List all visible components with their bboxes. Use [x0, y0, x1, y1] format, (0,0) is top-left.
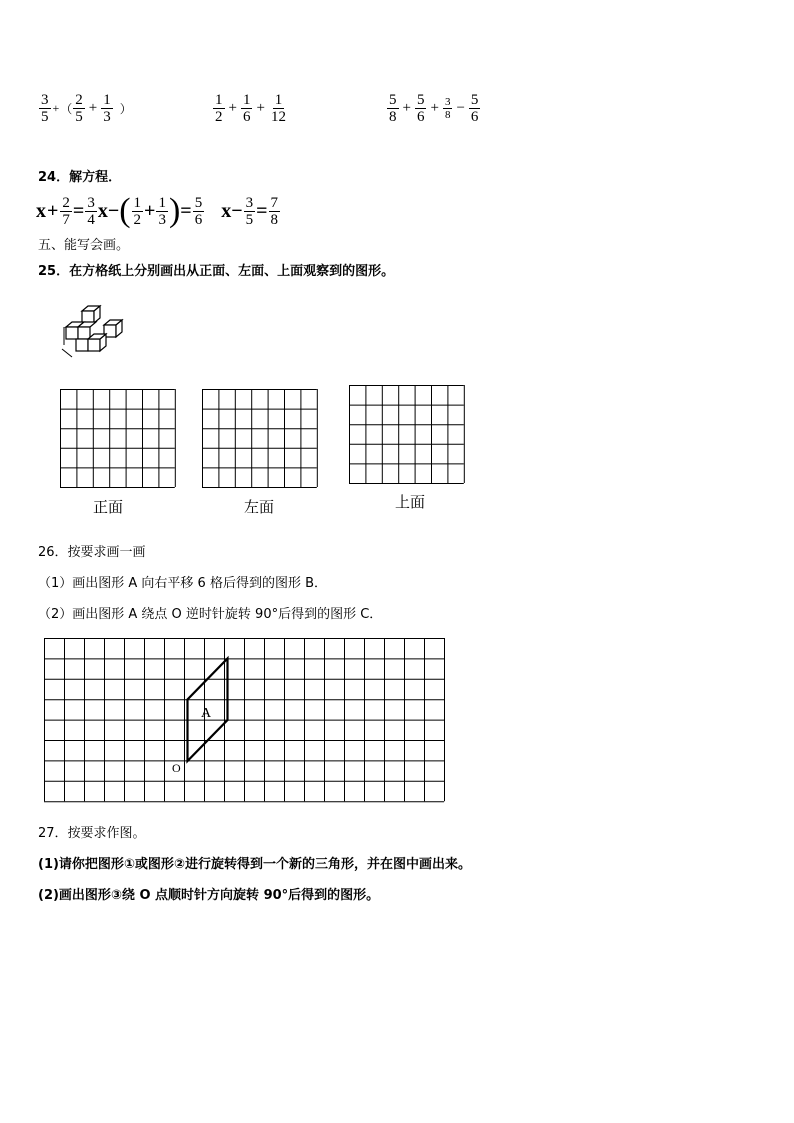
q27-title: 27．按要求作图。 [38, 826, 146, 841]
label-a: A [201, 706, 212, 721]
q25-title: 25．在方格纸上分别画出从正面、左面、上面观察到的图形。 [38, 264, 395, 279]
top-view-label: 上面 [395, 493, 426, 511]
q23-expression-3: $\frac{5}{8}$ + $\frac{5}{6}$ + $\frac{3}{8}$ − $\frac{5}{6}$ [389, 91, 479, 125]
section-5-heading: 五、能写会画。 [38, 238, 130, 253]
fraction: $\frac{7}{8}$ [270, 194, 278, 228]
q26-item-2: （2）画出图形 A 绕点 O 逆时针旋转 90°后得到的图形 C． [38, 607, 383, 622]
left-paren: ( [119, 192, 131, 229]
q26-title: 26．按要求画一画 [38, 545, 146, 560]
fraction: $\frac{1}{3}$ [158, 194, 166, 228]
q24-title: 24．解方程． [38, 170, 122, 185]
parallelogram-a [44, 638, 444, 802]
fraction: $\frac{3}{5}$ [41, 91, 49, 125]
top-view-grid[interactable] [349, 385, 465, 485]
fraction: $\frac{2}{5}$ [75, 91, 83, 125]
fraction: $\frac{5}{6}$ [194, 194, 203, 228]
fraction: $\frac{1}{3}$ [103, 91, 111, 125]
q26-item-1: （1）画出图形 A 向右平移 6 格后得到的图形 B． [38, 576, 328, 591]
front-view-grid[interactable] [60, 389, 176, 489]
fraction: $\frac{2}{7}$ [62, 194, 70, 228]
label-o: O [172, 761, 181, 775]
q27-item-2: (2)画出图形③绕 O 点顺时针方向旋转 90°后得到的图形。 [38, 888, 380, 903]
fraction: $\frac{1}{2}$ [215, 91, 223, 125]
left-view-grid[interactable] [202, 389, 318, 489]
fraction: $\frac{3}{8}$ [444, 95, 451, 121]
fraction: $\frac{5}{6}$ [470, 91, 479, 125]
front-view-label: 正面 [93, 498, 124, 516]
q23-expression-2: $\frac{1}{2}$ + $\frac{1}{6}$ + $\frac{1}{12}$ [215, 91, 286, 125]
fraction: $\frac{1}{6}$ [242, 91, 251, 125]
fraction: $\frac{5}{8}$ [389, 91, 397, 125]
right-paren: ) [168, 192, 181, 229]
left-view-label: 左面 [244, 498, 275, 516]
q23-expression-1: $\frac{3}{5}$ + （ $\frac{2}{5}$ + $\frac{1}{3}$ ） [41, 91, 132, 125]
fraction: $\frac{1}{12}$ [270, 91, 286, 125]
cube-stack-figure [58, 305, 130, 365]
fraction: $\frac{5}{6}$ [416, 91, 425, 125]
q27-item-1: (1)请你把图形①或图形②进行旋转得到一个新的三角形，并在图中画出来。 [38, 857, 471, 872]
fraction: $\frac{1}{2}$ [133, 194, 142, 228]
fraction: $\frac{3}{5}$ [245, 194, 254, 228]
fraction: $\frac{3}{4}$ [87, 194, 95, 228]
q24-equations: x + $\frac{2}{7}$ = $\frac{3}{4}$ x − ( $\frac{1}{2}$ + $\frac{1}{3}$ ) = $\frac{5}{6}$ x − $\frac{3}{5}$ = $\frac{7}{8}$ [36, 192, 278, 229]
